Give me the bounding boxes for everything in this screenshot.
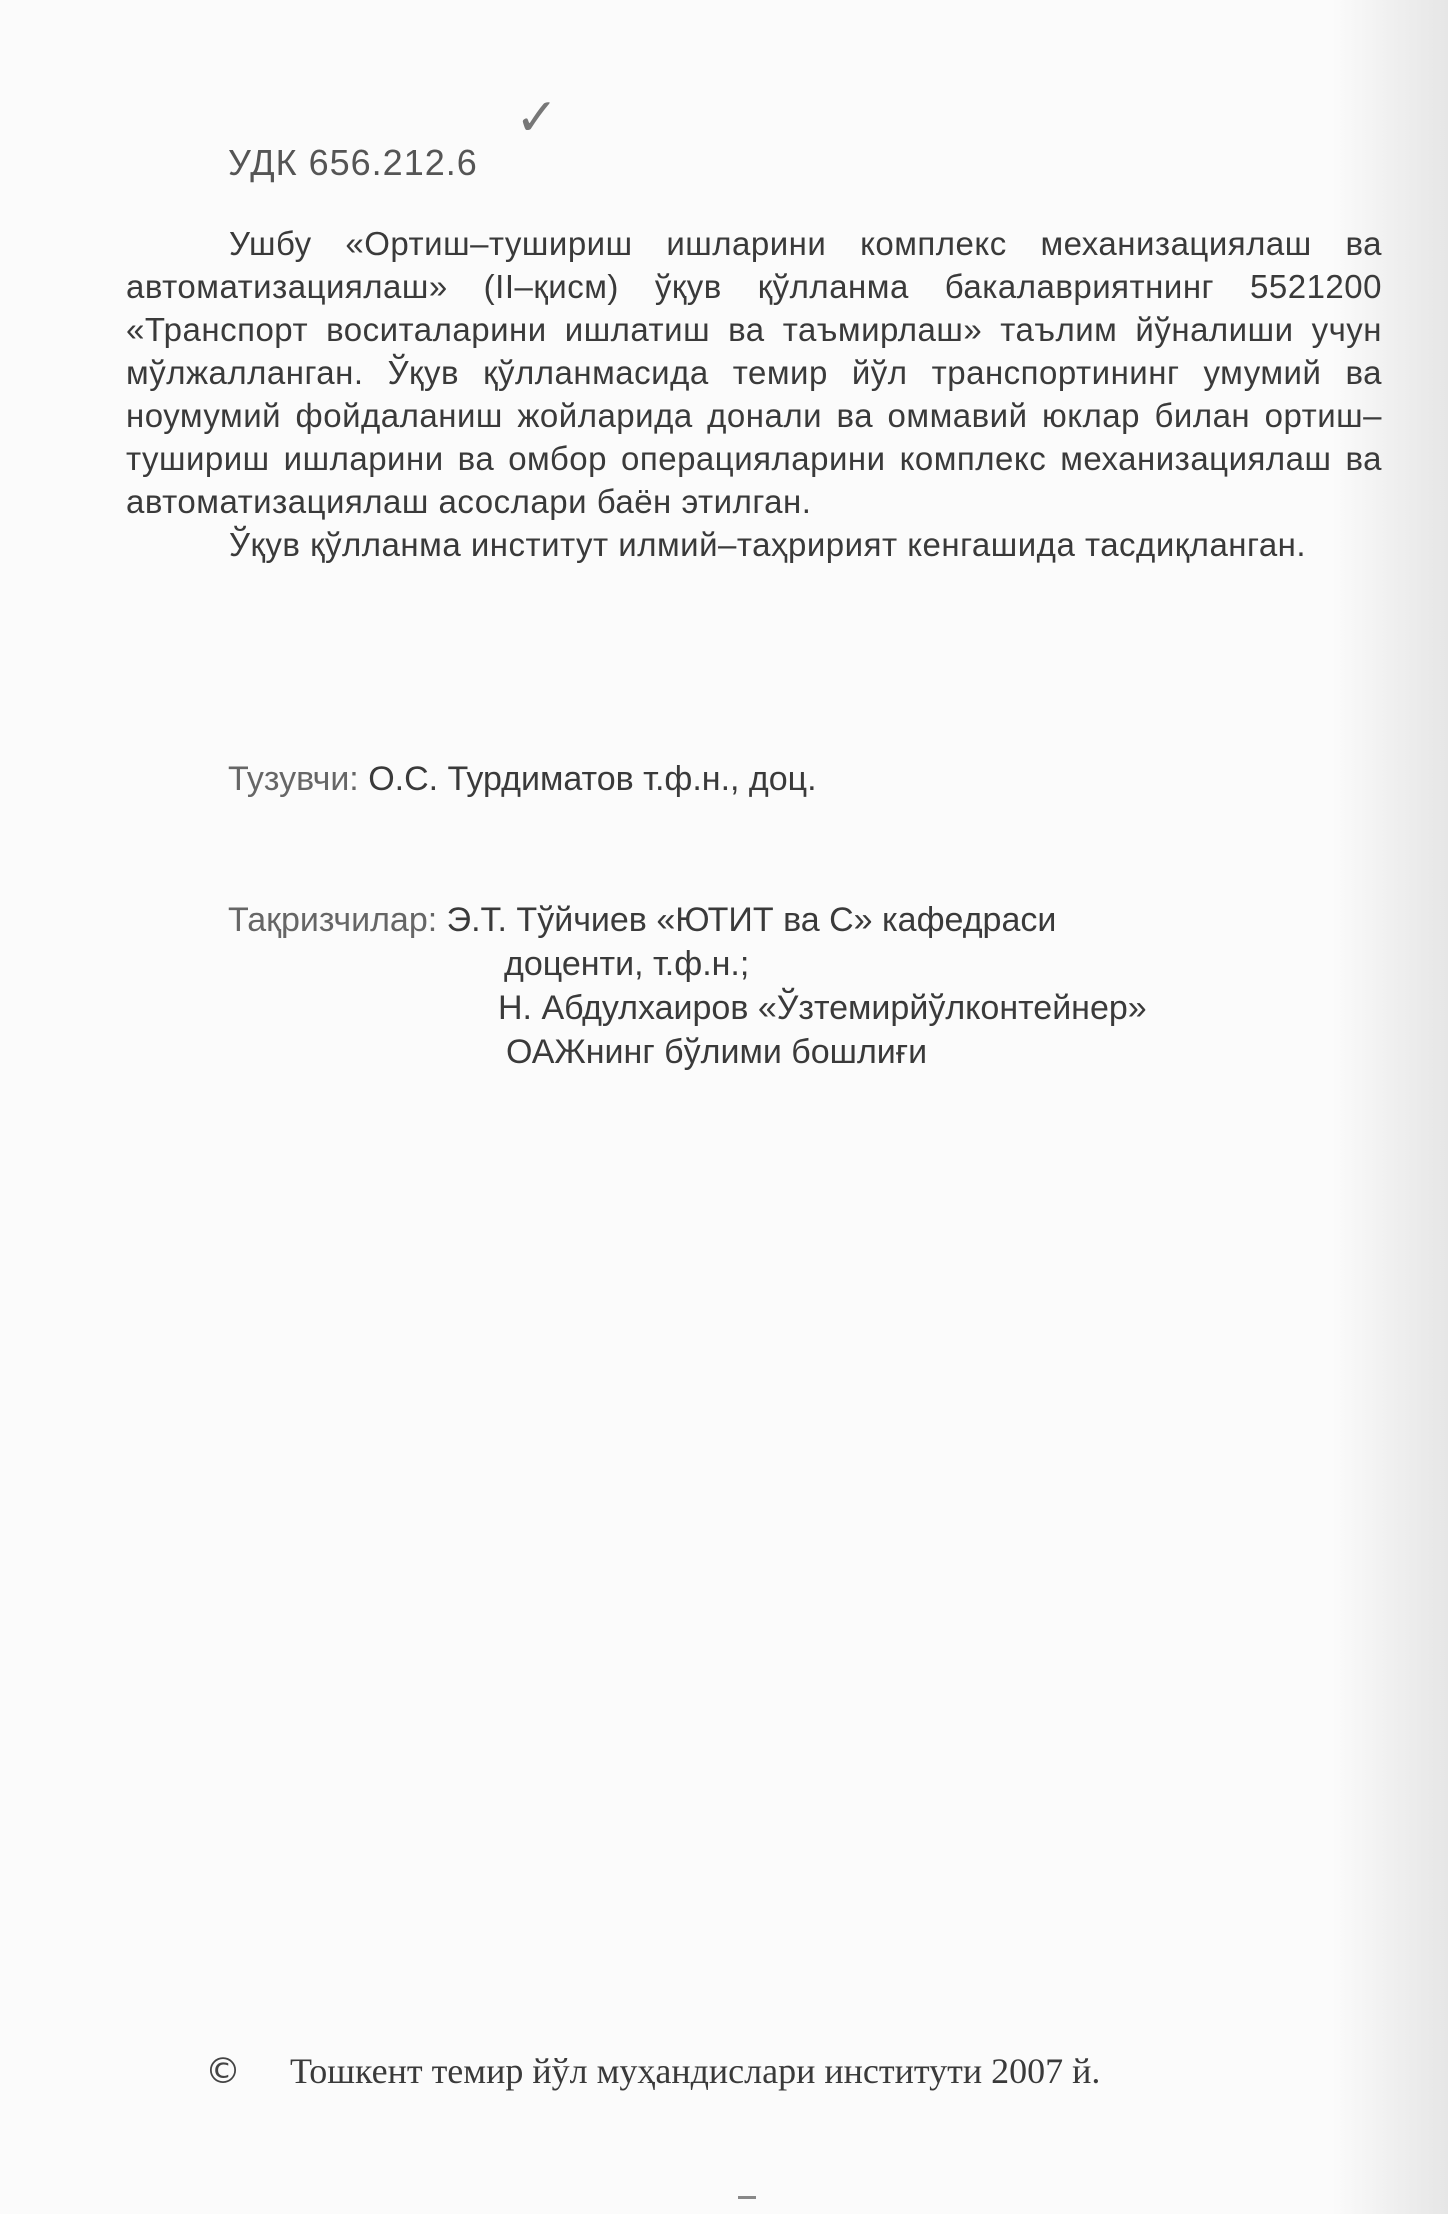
compiler-name: О.С. Турдиматов т.ф.н., доц. [368, 760, 817, 798]
check-mark-icon: ✓ [515, 88, 559, 148]
annotation [126, 222, 1382, 566]
annotation-paragraph: Ўқув қўлланма институт илмий–таҳририят кенгашида тасдиқланган. [229, 526, 1307, 563]
reviewer-line: доценти, т.ф.н.; [504, 945, 750, 983]
reviewers-label: Тақризчилар: [228, 901, 438, 939]
reviewer-line [228, 898, 1147, 942]
reviewer-line: ОАЖнинг бўлими бошлиғи [506, 1033, 928, 1071]
copyright-icon: © [205, 2051, 241, 2092]
compiler-label: Тузувчи: [228, 760, 359, 798]
annotation-paragraph: Ушбу «Ортиш–тушириш ишларини комплекс механизациялаш ва автоматизациялаш» (II–қисм) ўқув қўлланма бакалавриятнинг 5521200 «Транспорт воситаларини ишлатиш ва таъмирлаш» таълим йўналиши учун мўлжалланган. Ўқув қўлланмасида темир йўл транспортининг умумий ва ноумумий фойдаланиш жойларида донали ва оммавий юклар билан ортиш–тушириш ишларини ва омбор операцияларини комплекс механизациялаш ва автоматизациялаш асослари баён этилган. [126, 225, 1382, 520]
reviewers-block [228, 898, 1147, 1074]
reviewer-line: Н. Абдулхаиров «Ўзтемирйўлконтейнер» [498, 989, 1147, 1027]
footer-text: Тошкент темир йўл муҳандислари институти 2007 й. [290, 2051, 1101, 2091]
page-mark [738, 2196, 756, 2199]
copyright-footer [205, 2050, 1100, 2092]
udk-code: УДК 656.212.6 [228, 142, 478, 183]
reviewer-text: Э.Т. Тўйчиев «ЮТИТ ва С» кафедраси [446, 901, 1057, 939]
compiler-line [228, 760, 817, 799]
